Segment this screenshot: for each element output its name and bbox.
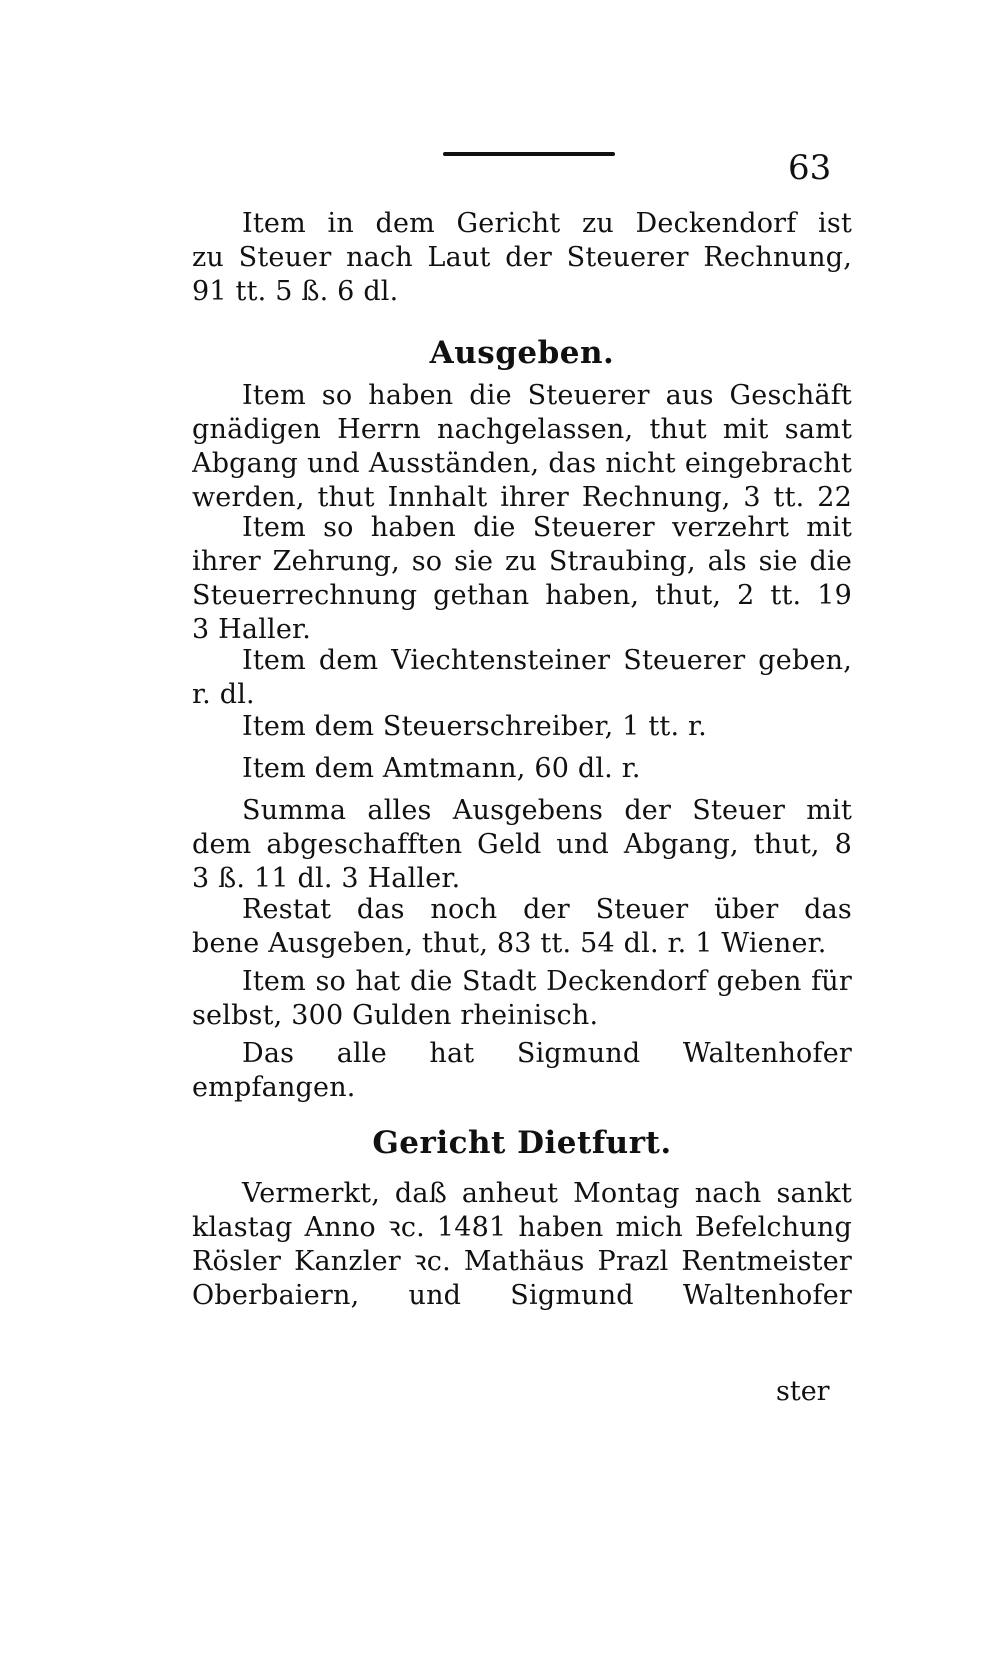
text-line: gnädigen Herrn nachgelassen, thut mit samt <box>192 414 852 445</box>
text-line: 3 Haller. <box>192 614 311 645</box>
text-line: 3 ß. 11 dl. 3 Haller. <box>192 863 461 894</box>
text-line: bene Ausgeben, thut, 83 tt. 54 dl. r. 1 Wiener. <box>192 928 827 959</box>
text-line: Steuerrechnung gethan haben, thut, 2 tt. 19 <box>192 580 852 611</box>
text-line: Summa alles Ausgebens der Steuer mit <box>242 795 852 826</box>
text-line: werden, thut Innhalt ihrer Rechnung, 3 tt. 22 <box>192 482 852 513</box>
text-line: Item in dem Gericht zu Deckendorf ist <box>242 208 852 239</box>
text-line: ihrer Zehrung, so sie zu Straubing, als sie die <box>192 546 852 577</box>
paragraph-amtmann <box>192 752 852 786</box>
text-line: dem abgeschafften Geld und Abgang, thut, 8 <box>192 829 852 860</box>
text-line: Oberbaiern, und Sigmund Waltenhofer <box>192 1280 852 1311</box>
text-line: Vermerkt, daß anheut Montag nach sankt <box>242 1178 852 1209</box>
catchword: ster <box>776 1376 830 1407</box>
text-line: zu Steuer nach Laut der Steuerer Rechnung, <box>192 242 852 273</box>
section-heading-ausgeben: Ausgeben. <box>429 335 615 371</box>
text-line: 91 tt. 5 ß. 6 dl. <box>192 276 399 307</box>
section-heading-gericht-dietfurt: Gericht Dietfurt. <box>372 1125 672 1161</box>
text-line: Abgang und Ausständen, das nicht eingebracht <box>192 448 852 479</box>
text-line: Item dem Steuerschreiber, 1 tt. r. <box>242 711 707 742</box>
text-line: Item so haben die Steuerer aus Geschäft <box>242 380 852 411</box>
paragraph-verzehrt <box>192 511 852 647</box>
text-line: empfangen. <box>192 1072 356 1103</box>
header-rule <box>443 152 615 156</box>
text-line: Restat das noch der Steuer über das <box>242 894 852 925</box>
paragraph-vermerkt <box>192 1177 852 1313</box>
text-line: Item dem Viechtensteiner Steuerer geben, <box>242 645 852 676</box>
text-line: Item so hat die Stadt Deckendorf geben für <box>242 966 852 997</box>
page-number: 63 <box>788 148 832 188</box>
paragraph-summa <box>192 794 852 896</box>
paragraph-restat <box>192 893 852 961</box>
paragraph-viechtensteiner <box>192 644 852 712</box>
paragraph-deckendorf-tax <box>192 207 852 309</box>
paragraph-waltenhofer <box>192 1037 852 1105</box>
paragraph-stadt-deckendorf <box>192 965 852 1033</box>
text-line: selbst, 300 Gulden rheinisch. <box>192 1000 599 1031</box>
text-line: r. dl. <box>192 679 255 710</box>
paragraph-nachgelassen <box>192 379 852 515</box>
text-line: klastag Anno ꝛc. 1481 haben mich Befelchung <box>192 1212 852 1243</box>
text-line: Rösler Kanzler ꝛc. Mathäus Prazl Rentmeister <box>192 1246 852 1277</box>
text-line: Das alle hat Sigmund Waltenhofer <box>242 1038 852 1069</box>
paragraph-steuerschreiber <box>192 710 852 744</box>
text-line: Item so haben die Steuerer verzehrt mit <box>242 512 852 543</box>
text-line: Item dem Amtmann, 60 dl. r. <box>242 753 641 784</box>
